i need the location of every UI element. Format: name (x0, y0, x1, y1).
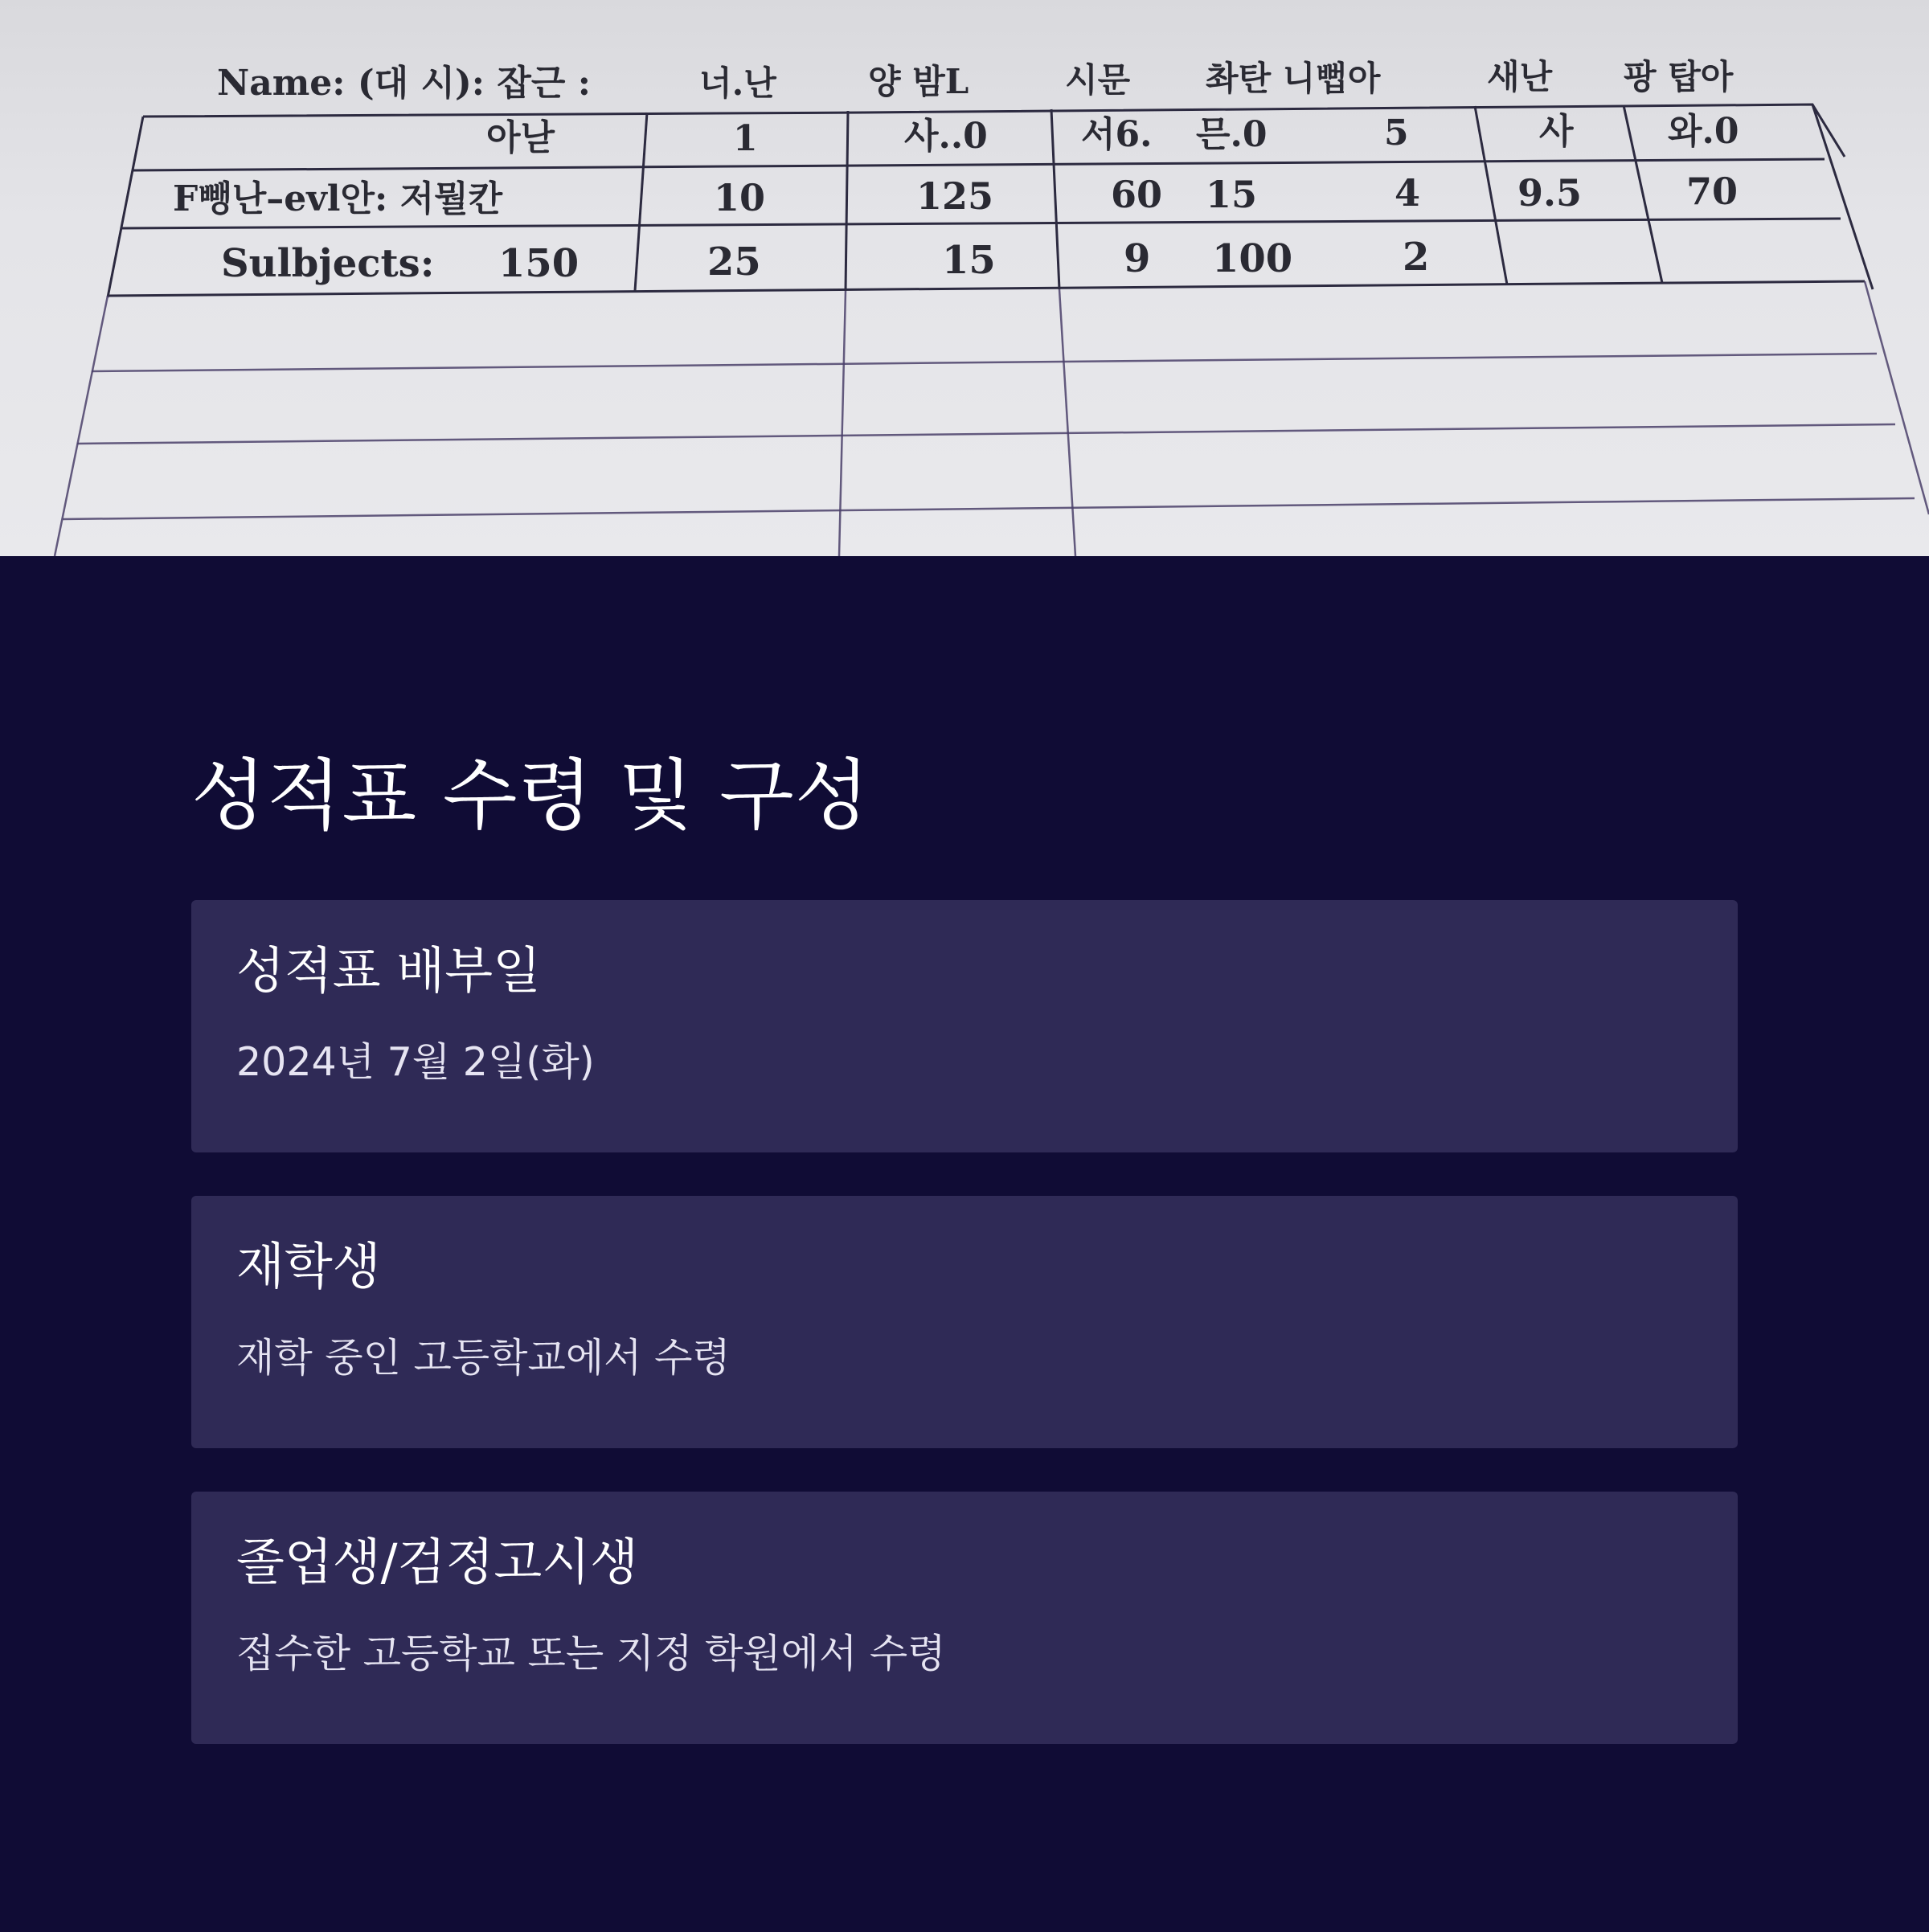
sheet-row2-label: F뺑난–evl안: 저뭘칸 (173, 178, 503, 219)
sheet-top-border (143, 104, 1845, 157)
card-text: 재학 중인 고등학교에서 수령 (236, 1335, 731, 1381)
section-title: 성적표 수령 및 구성 (191, 751, 870, 841)
score-sheet-drawing (0, 0, 1929, 556)
sheet-row-line-2 (121, 219, 1841, 228)
sheet-row1-cell-6: 사 (1539, 111, 1574, 152)
sheet-row2-cell-1: 10 (714, 176, 766, 219)
sheet-row1-cell-4: 믄.0 (1196, 114, 1268, 155)
sheet-empty-right (1865, 281, 1929, 514)
sheet-row3-cell-1: 25 (707, 239, 761, 284)
sheet-col-label-1: 너.난 (699, 63, 776, 103)
sheet-right-border (1812, 104, 1873, 289)
sheet-col-sep-4 (1475, 106, 1507, 284)
card-text: 접수한 고등학교 또는 지정 학원에서 수령 (236, 1631, 946, 1676)
card-text: 2024년 7월 2일(화) (236, 1039, 595, 1085)
info-card-graduates (191, 1492, 1738, 1744)
card-title: 졸업생/검정고시생 (236, 1533, 639, 1591)
sheet-col-sep-3 (1051, 109, 1059, 289)
sheet-row3-cell-4: 100 (1212, 236, 1293, 281)
sheet-row3-cell-3: 9 (1124, 236, 1151, 281)
sheet-col-label-2: 양 밤L (868, 62, 969, 101)
sheet-empty-col-2 (1059, 289, 1075, 556)
sheet-col-sep-1 (635, 113, 647, 291)
sheet-row-line-1 (133, 159, 1825, 170)
sheet-empty-col-1 (839, 291, 846, 556)
sheet-empty-left (55, 296, 108, 556)
sheet-col-label-5: 새난 (1487, 57, 1553, 96)
sheet-row1-cell-1: 1 (733, 118, 758, 159)
sheet-empty-line-2 (77, 424, 1895, 444)
sheet-row2-cell-4: 15 (1206, 173, 1258, 216)
sheet-col-sep-5 (1624, 105, 1662, 283)
sheet-row2-cell-6: 9.5 (1517, 171, 1583, 215)
sheet-row2-cell-2: 125 (916, 174, 994, 218)
sheet-col-sep-2 (846, 111, 848, 291)
sheet-row1-cell-7: 와.0 (1668, 111, 1739, 152)
sheet-left-border (108, 117, 143, 297)
sheet-col-label-6: 팡 탑아 (1624, 57, 1734, 96)
sheet-col-label-4: 촤탄 니뻡아 (1206, 59, 1381, 98)
sheet-row2-cell-7: 70 (1686, 170, 1739, 213)
info-card-current-students (191, 1196, 1738, 1448)
sheet-row1-cell-3: 서6. (1081, 114, 1153, 155)
score-sheet-photo (0, 0, 1929, 556)
sheet-row3-cell-2: 15 (942, 238, 996, 283)
sheet-empty-line-3 (63, 498, 1915, 519)
receipt-info-section (0, 556, 1929, 1932)
sheet-row3-label: Sulbjects: (221, 241, 435, 286)
sheet-row1-label: 아낟 (486, 117, 555, 158)
sheet-row2-cell-3: 60 (1111, 173, 1163, 216)
sheet-empty-line-1 (92, 354, 1877, 371)
sheet-name-label: Name: (대 시): 잡근 : (217, 63, 591, 104)
sheet-row1-cell-2: 사..0 (904, 116, 988, 157)
sheet-row1-cell-5: 5 (1384, 113, 1409, 153)
card-title: 재학생 (236, 1237, 381, 1296)
sheet-row3-cell-5: 2 (1403, 235, 1430, 280)
sheet-row2-cell-5: 4 (1395, 171, 1421, 215)
info-card-distribution-date (191, 900, 1738, 1152)
sheet-row3-label-value: 150 (498, 241, 580, 286)
card-title: 성적표 배부일 (236, 941, 542, 1000)
sheet-col-label-3: 시문 (1065, 60, 1131, 100)
